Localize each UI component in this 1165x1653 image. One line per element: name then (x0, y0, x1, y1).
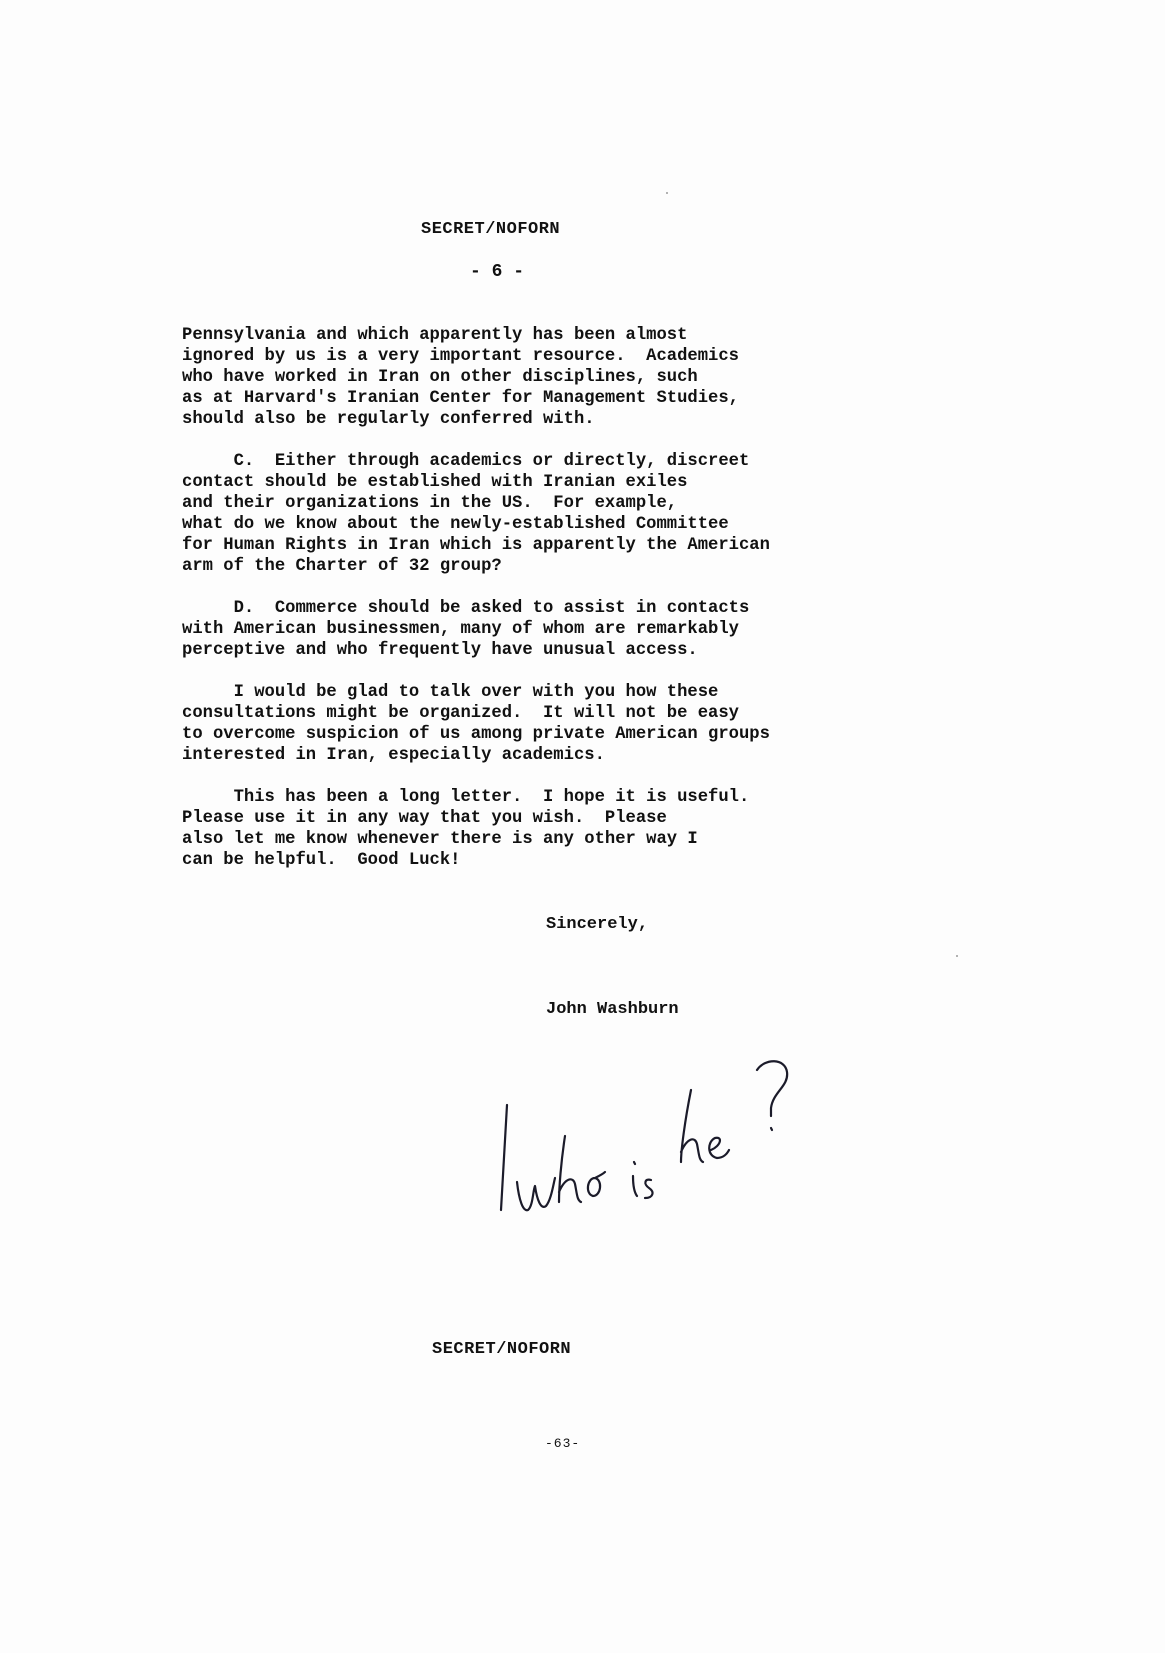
paragraph-continuation: Pennsylvania and which apparently has been almost ignored by us is a very important resource. Academics who have worked in Iran on other disciplines, such as at Harvard's Iranian Center for Management Studies, should also be regularly conferred with. (182, 326, 739, 429)
paragraph-conclusion: This has been a long letter. I hope it is useful. Please use it in any way that you wish. Please also let me know whenever there is any other way I can be helpful. Good Luck! (182, 788, 750, 870)
scan-speck (666, 192, 668, 194)
signatory-name: John Washburn (546, 1000, 679, 1019)
paragraph-d: D. Commerce should be asked to assist in contacts with American businessmen, many of whom are remarkably perceptive and who frequently have unusual access. (182, 599, 750, 660)
closing-salutation: Sincerely, (546, 915, 649, 934)
classification-header: SECRET/NOFORN (421, 220, 561, 239)
page-marker: - 6 - (470, 262, 525, 282)
paragraph-consultations: I would be glad to talk over with you how these consultations might be organized. It will not be easy to overcome suspicion of us among private American groups interested in Iran, especially academics. (182, 683, 770, 765)
paragraph-c: C. Either through academics or directly, discreet contact should be established with Iranian exiles and their organizations in the US. For example, what do we know about the newly-established Committee for Human Rights in Iran which is apparently the American arm of the Charter of 32 group? (182, 452, 770, 576)
footer-page-number: -63- (545, 1436, 581, 1451)
handwritten-note (495, 1050, 835, 1260)
classification-footer: SECRET/NOFORN (432, 1340, 572, 1359)
scan-speck (956, 955, 958, 957)
